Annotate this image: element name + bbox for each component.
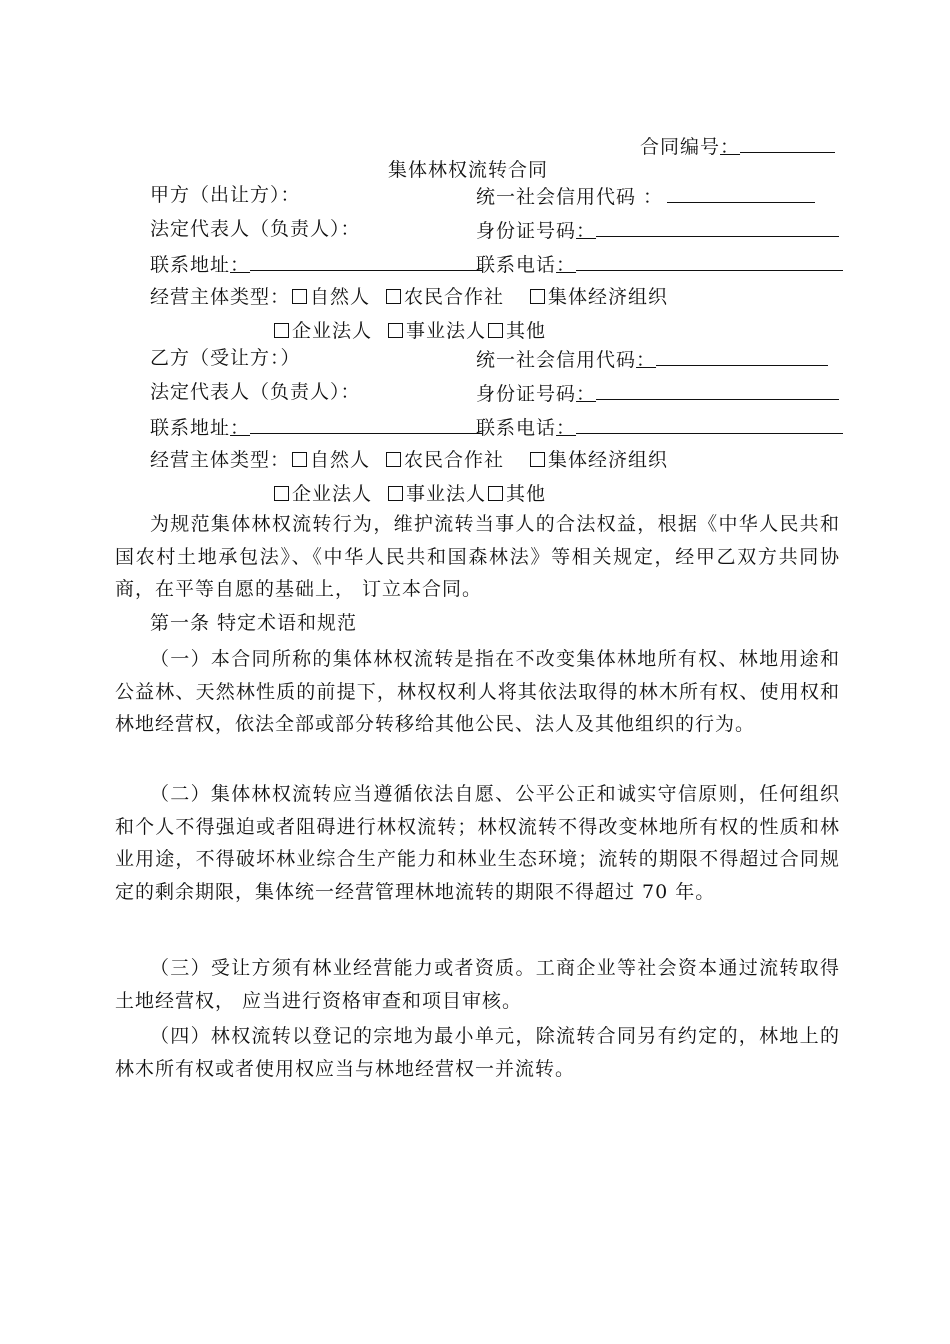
option-label: 集体经济组织 — [548, 286, 669, 308]
article-1-item-3: （三）受让方须有林业经营能力或者资质。工商企业等社会资本通过流转取得土地经营权， 应当进行资格审查和项目审核。 — [115, 957, 840, 1012]
party-a-address-label: 联系地址 — [150, 254, 231, 276]
article-1-item-2: （二）集体林权流转应当遵循依法自愿、公平公正和诚实守信原则，任何组织和个人不得强迫或者阻碍进行林权流转；林权流转不得改变林地所有权的性质和林业用途，不得破坏林业综合生产能力和林业生态环境；流转的期限不得超过合同规定的剩余期限，集体统一经营管理林地流转的期限不得超过 70 年。 — [115, 783, 840, 903]
article-1-item-4: （四）林权流转以登记的宗地为最小单元，除流转合同另有约定的，林地上的林木所有权或者使用权应当与林地经营权一并流转。 — [115, 1025, 840, 1080]
contract-number-row — [640, 132, 835, 160]
party-a-id-field[interactable] — [596, 216, 839, 237]
checkbox-public-institution[interactable] — [388, 486, 403, 501]
party-a-type-label: 经营主体类型： — [150, 286, 291, 308]
party-a-type-row-2 — [272, 318, 546, 344]
option-label: 事业法人 — [406, 483, 487, 505]
party-b-phone-colon: ： — [556, 417, 577, 439]
option-label: 企业法人 — [292, 320, 373, 342]
party-a-phone-colon: ： — [556, 254, 577, 276]
checkbox-enterprise[interactable] — [274, 323, 289, 338]
option-label: 事业法人 — [406, 320, 487, 342]
party-a-phone-field[interactable] — [576, 250, 843, 271]
option-label: 自然人 — [310, 286, 371, 308]
checkbox-natural-person[interactable] — [292, 452, 307, 467]
party-b-heading: 乙方（受让方：） — [150, 347, 301, 369]
checkbox-collective-org[interactable] — [530, 289, 545, 304]
party-a-phone-row — [476, 250, 843, 278]
option-label: 自然人 — [310, 449, 371, 471]
party-b-address-colon: ： — [230, 417, 251, 439]
party-b-legal-rep-label: 法定代表人（负责人）： — [150, 381, 361, 403]
checkbox-other[interactable] — [488, 323, 503, 338]
checkbox-cooperative[interactable] — [386, 452, 401, 467]
party-b-credit-code-label: 统一社会信用代码 — [476, 349, 637, 371]
checkbox-cooperative[interactable] — [386, 289, 401, 304]
party-a-heading: 甲方（出让方）： — [150, 184, 301, 206]
party-a-credit-code-label: 统一社会信用代码 ： — [476, 186, 664, 208]
option-label: 企业法人 — [292, 483, 373, 505]
party-b-address-row — [150, 413, 483, 441]
checkbox-enterprise[interactable] — [274, 486, 289, 501]
party-b-credit-code-field[interactable] — [656, 345, 828, 366]
option-label: 农民合作社 — [404, 449, 505, 471]
document-title: 集体林权流转合同 — [388, 159, 549, 181]
party-a-id-colon: ： — [576, 220, 597, 242]
party-a-phone-label: 联系电话 — [476, 254, 557, 276]
party-a-id-label: 身份证号码 — [476, 220, 577, 242]
party-b-id-field[interactable] — [596, 379, 839, 400]
contract-number-colon: ： — [720, 136, 741, 158]
party-b-phone-label: 联系电话 — [476, 417, 557, 439]
party-b-phone-field[interactable] — [576, 413, 843, 434]
party-b-type-label: 经营主体类型： — [150, 449, 291, 471]
checkbox-public-institution[interactable] — [388, 323, 403, 338]
party-b-id-colon: ： — [576, 383, 597, 405]
party-a-credit-code-field[interactable] — [667, 182, 815, 203]
party-b-id-label: 身份证号码 — [476, 383, 577, 405]
party-b-type-row-1 — [150, 447, 668, 473]
option-label: 其他 — [506, 320, 547, 342]
party-a-credit-code-row — [476, 182, 815, 210]
checkbox-other[interactable] — [488, 486, 503, 501]
article-1-item-1: （一）本合同所称的集体林权流转是指在不改变集体林地所有权、林地用途和公益林、天然林性质的前提下，林权权利人将其依法取得的林木所有权、使用权和林地经营权，依法全部或部分转移给其他公民、法人及其他组织的行为。 — [115, 648, 840, 736]
party-a-address-field[interactable] — [250, 250, 483, 271]
party-b-phone-row — [476, 413, 843, 441]
party-b-type-row-2 — [272, 481, 546, 507]
party-b-credit-code-colon: ： — [636, 349, 657, 371]
option-label: 农民合作社 — [404, 286, 505, 308]
contract-number-label: 合同编号 — [640, 136, 721, 158]
checkbox-collective-org[interactable] — [530, 452, 545, 467]
party-b-address-field[interactable] — [250, 413, 483, 434]
party-a-address-colon: ： — [230, 254, 251, 276]
party-a-type-row-1 — [150, 284, 668, 310]
party-b-address-label: 联系地址 — [150, 417, 231, 439]
party-a-legal-rep-label: 法定代表人（负责人）： — [150, 218, 361, 240]
party-b-credit-code-row — [476, 345, 828, 373]
option-label: 集体经济组织 — [548, 449, 669, 471]
checkbox-natural-person[interactable] — [292, 289, 307, 304]
party-a-id-row — [476, 216, 839, 244]
option-label: 其他 — [506, 483, 547, 505]
contract-number-field[interactable] — [740, 132, 835, 153]
intro-paragraph: 为规范集体林权流转行为，维护流转当事人的合法权益，根据《中华人民共和国农村土地承包法》、《中华人民共和国森林法》等相关规定，经甲乙双方共同协商，在平等自愿的基础上， 订立本合同。 — [115, 513, 840, 601]
party-b-id-row — [476, 379, 839, 407]
article-1-title: 第一条 特定术语和规范 — [150, 612, 358, 634]
party-a-address-row — [150, 250, 483, 278]
